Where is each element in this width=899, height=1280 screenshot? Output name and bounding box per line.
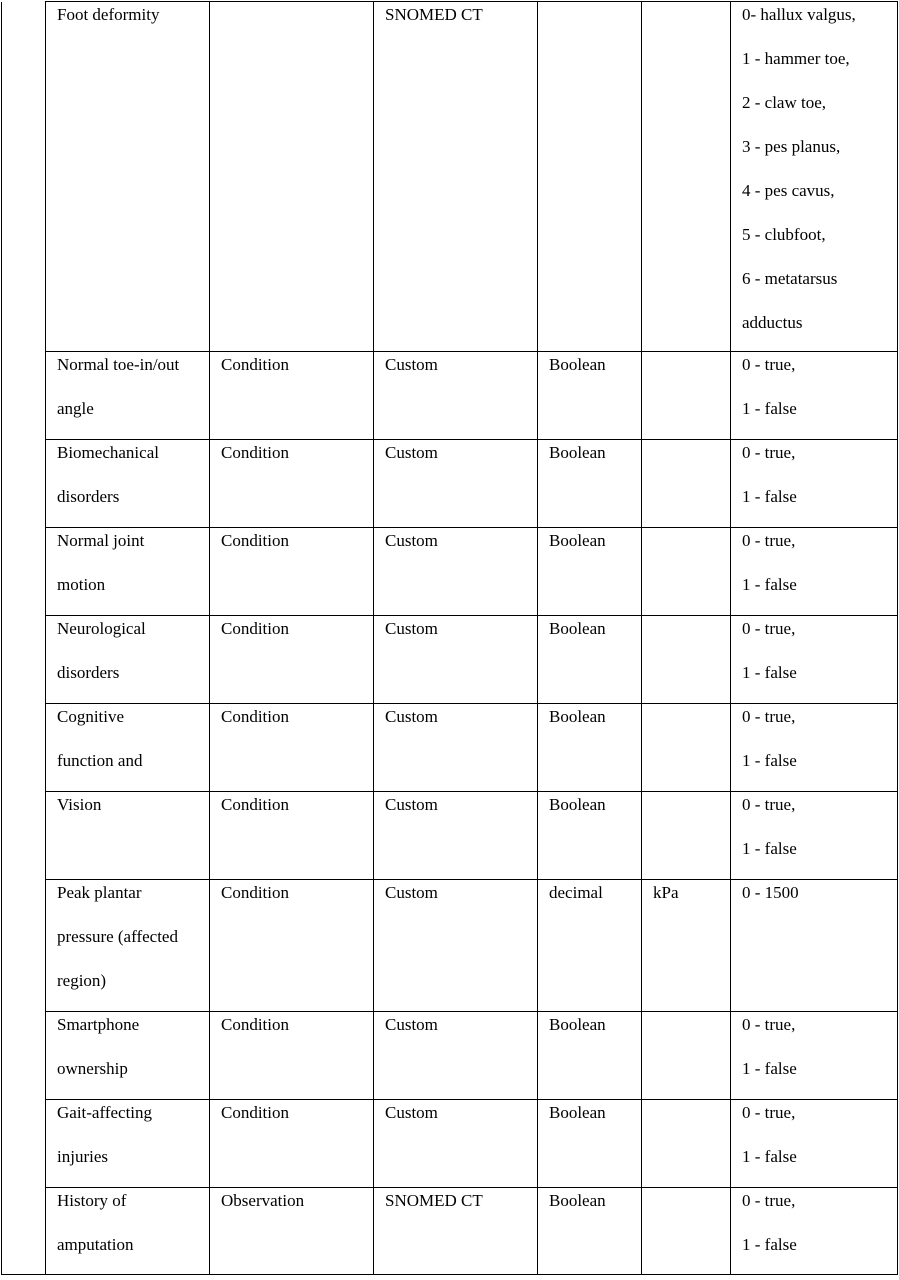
resource-cell — [210, 792, 374, 880]
data-type-cell-line: Boolean — [549, 619, 606, 638]
table-row — [2, 1012, 898, 1100]
element-name-cell-line: Normal toe-in/out — [57, 355, 180, 374]
terminology-cell-line: Custom — [385, 1015, 438, 1034]
terminology-cell — [374, 704, 538, 792]
element-name-cell — [46, 880, 210, 1012]
unit-cell-line: kPa — [653, 883, 679, 902]
values-cell — [731, 352, 898, 440]
values-cell-line: 1 - false — [742, 663, 797, 682]
values-cell — [731, 1012, 898, 1100]
values-cell-line: 1 - false — [742, 1235, 797, 1254]
element-name-cell-line: region) — [57, 971, 107, 990]
element-name-cell-line: Gait-affecting — [57, 1103, 153, 1122]
element-name-cell-line: Smartphone — [57, 1015, 140, 1034]
values-cell-line: 0 - true, — [742, 795, 796, 814]
unit-cell — [642, 704, 731, 792]
element-name-cell-line: Vision — [57, 795, 102, 814]
unit-cell — [642, 792, 731, 880]
values-cell-line: 1 - false — [742, 487, 797, 506]
data-type-cell — [538, 616, 642, 704]
element-name-cell — [46, 440, 210, 528]
values-cell — [731, 1188, 898, 1275]
element-name-cell-line: injuries — [57, 1147, 108, 1166]
values-cell-line: 1 - false — [742, 1147, 797, 1166]
terminology-cell — [374, 2, 538, 352]
values-cell — [731, 528, 898, 616]
element-name-cell-line: History of — [57, 1191, 127, 1210]
element-name-cell-line: disorders — [57, 663, 120, 682]
element-name-cell-line: ownership — [57, 1059, 128, 1078]
row-margin-cell — [2, 352, 46, 440]
unit-cell — [642, 1012, 731, 1100]
data-type-cell — [538, 1012, 642, 1100]
element-name-cell-line: Cognitive — [57, 707, 125, 726]
element-name-cell-line: pressure (affected — [57, 927, 178, 946]
terminology-cell — [374, 616, 538, 704]
element-name-cell — [46, 792, 210, 880]
row-margin-cell — [2, 1100, 46, 1188]
terminology-cell — [374, 1100, 538, 1188]
resource-cell-line: Condition — [221, 619, 290, 638]
element-name-cell — [46, 1012, 210, 1100]
terminology-cell — [374, 880, 538, 1012]
table-row — [2, 1100, 898, 1188]
values-cell-line: 1 - false — [742, 575, 797, 594]
resource-cell-line: Condition — [221, 883, 290, 902]
terminology-cell — [374, 792, 538, 880]
element-name-cell-line: function and — [57, 751, 143, 770]
terminology-cell-line: Custom — [385, 707, 438, 726]
table-row — [2, 792, 898, 880]
data-type-cell — [538, 792, 642, 880]
values-cell-line: 4 - pes cavus, — [742, 181, 835, 200]
unit-cell — [642, 440, 731, 528]
table-row — [2, 440, 898, 528]
element-name-cell — [46, 352, 210, 440]
values-cell-line: 3 - pes planus, — [742, 137, 841, 156]
values-cell-line: 0- hallux valgus, — [742, 5, 856, 24]
terminology-cell-line: SNOMED CT — [385, 5, 483, 24]
data-type-cell — [538, 1188, 642, 1275]
data-type-cell — [538, 440, 642, 528]
values-cell-line: 0 - true, — [742, 531, 796, 550]
resource-cell-line: Condition — [221, 1015, 290, 1034]
data-type-cell-line: Boolean — [549, 1191, 606, 1210]
unit-cell — [642, 528, 731, 616]
data-type-cell — [538, 2, 642, 352]
table-row — [2, 2, 898, 352]
row-margin-cell — [2, 792, 46, 880]
resource-cell-line: Condition — [221, 443, 290, 462]
resource-cell — [210, 880, 374, 1012]
element-name-cell-line: angle — [57, 399, 94, 418]
element-name-cell-line: Normal joint — [57, 531, 145, 550]
row-margin-cell — [2, 1012, 46, 1100]
element-name-cell-line: motion — [57, 575, 106, 594]
values-cell-line: 0 - true, — [742, 619, 796, 638]
data-type-cell-line: Boolean — [549, 443, 606, 462]
resource-cell-line: Condition — [221, 707, 290, 726]
data-type-cell-line: Boolean — [549, 1015, 606, 1034]
values-cell-line: 0 - true, — [742, 1015, 796, 1034]
element-name-cell — [46, 2, 210, 352]
resource-cell-line: Condition — [221, 795, 290, 814]
resource-cell — [210, 1188, 374, 1275]
resource-cell — [210, 704, 374, 792]
row-margin-cell — [2, 528, 46, 616]
element-name-cell-line: Foot deformity — [57, 5, 160, 24]
values-cell-line: 0 - true, — [742, 1103, 796, 1122]
table-row — [2, 616, 898, 704]
terminology-cell-line: Custom — [385, 619, 438, 638]
resource-cell — [210, 528, 374, 616]
values-cell-line: 0 - true, — [742, 355, 796, 374]
data-type-cell-line: Boolean — [549, 531, 606, 550]
resource-cell — [210, 616, 374, 704]
resource-cell-line: Condition — [221, 531, 290, 550]
data-type-cell — [538, 704, 642, 792]
values-cell — [731, 880, 898, 1012]
unit-cell — [642, 1188, 731, 1275]
row-margin-cell — [2, 1188, 46, 1275]
unit-cell — [642, 352, 731, 440]
terminology-cell — [374, 1012, 538, 1100]
terminology-cell-line: Custom — [385, 1103, 438, 1122]
unit-cell — [642, 616, 731, 704]
element-name-cell-line: amputation — [57, 1235, 134, 1254]
values-cell — [731, 1100, 898, 1188]
resource-cell-line: Condition — [221, 355, 290, 374]
resource-cell — [210, 2, 374, 352]
data-type-cell-line: Boolean — [549, 355, 606, 374]
terminology-cell — [374, 1188, 538, 1275]
terminology-cell-line: Custom — [385, 531, 438, 550]
resource-cell — [210, 440, 374, 528]
terminology-cell-line: Custom — [385, 883, 438, 902]
resource-cell — [210, 352, 374, 440]
element-name-cell — [46, 616, 210, 704]
terminology-cell-line: Custom — [385, 443, 438, 462]
values-cell-line: 1 - false — [742, 751, 797, 770]
table-body — [2, 2, 898, 1275]
element-name-cell-line: Biomechanical — [57, 443, 159, 462]
element-name-cell — [46, 704, 210, 792]
terminology-cell-line: Custom — [385, 795, 438, 814]
row-margin-cell — [2, 704, 46, 792]
values-cell-line: 0 - true, — [742, 443, 796, 462]
element-name-cell — [46, 1188, 210, 1275]
resource-cell — [210, 1100, 374, 1188]
values-cell — [731, 440, 898, 528]
table-row — [2, 880, 898, 1012]
data-type-cell — [538, 1100, 642, 1188]
data-type-cell — [538, 352, 642, 440]
resource-cell — [210, 1012, 374, 1100]
unit-cell — [642, 1100, 731, 1188]
data-type-cell-line: decimal — [549, 883, 603, 902]
element-name-cell — [46, 1100, 210, 1188]
table-row — [2, 704, 898, 792]
row-margin-cell — [2, 440, 46, 528]
values-cell-line: 2 - claw toe, — [742, 93, 827, 112]
values-cell-line: 6 - metatarsus — [742, 269, 838, 288]
values-cell-line: 1 - false — [742, 839, 797, 858]
values-cell-line: 5 - clubfoot, — [742, 225, 826, 244]
row-margin-cell — [2, 2, 46, 352]
data-type-cell-line: Boolean — [549, 1103, 606, 1122]
values-cell-line: 0 - true, — [742, 707, 796, 726]
element-name-cell — [46, 528, 210, 616]
values-cell-line: 1 - false — [742, 399, 797, 418]
data-type-cell-line: Boolean — [549, 707, 606, 726]
data-type-cell — [538, 880, 642, 1012]
values-cell-line: 0 - 1500 — [742, 883, 799, 902]
data-type-cell-line: Boolean — [549, 795, 606, 814]
row-margin-cell — [2, 616, 46, 704]
table-row — [2, 528, 898, 616]
terminology-cell — [374, 440, 538, 528]
resource-cell-line: Condition — [221, 1103, 290, 1122]
row-margin-cell — [2, 880, 46, 1012]
table-row — [2, 352, 898, 440]
data-table — [1, 1, 898, 1275]
data-type-cell — [538, 528, 642, 616]
values-cell — [731, 792, 898, 880]
values-cell-line: 0 - true, — [742, 1191, 796, 1210]
values-cell-line: adductus — [742, 313, 803, 332]
values-cell-line: 1 - false — [742, 1059, 797, 1078]
element-name-cell-line: Neurological — [57, 619, 146, 638]
terminology-cell — [374, 352, 538, 440]
unit-cell — [642, 880, 731, 1012]
terminology-cell-line: Custom — [385, 355, 438, 374]
terminology-cell-line: SNOMED CT — [385, 1191, 483, 1210]
unit-cell — [642, 2, 731, 352]
resource-cell-line: Observation — [221, 1191, 305, 1210]
element-name-cell-line: Peak plantar — [57, 883, 142, 902]
values-cell — [731, 616, 898, 704]
table-row — [2, 1188, 898, 1275]
values-cell — [731, 2, 898, 352]
element-name-cell-line: disorders — [57, 487, 120, 506]
terminology-cell — [374, 528, 538, 616]
values-cell — [731, 704, 898, 792]
values-cell-line: 1 - hammer toe, — [742, 49, 850, 68]
